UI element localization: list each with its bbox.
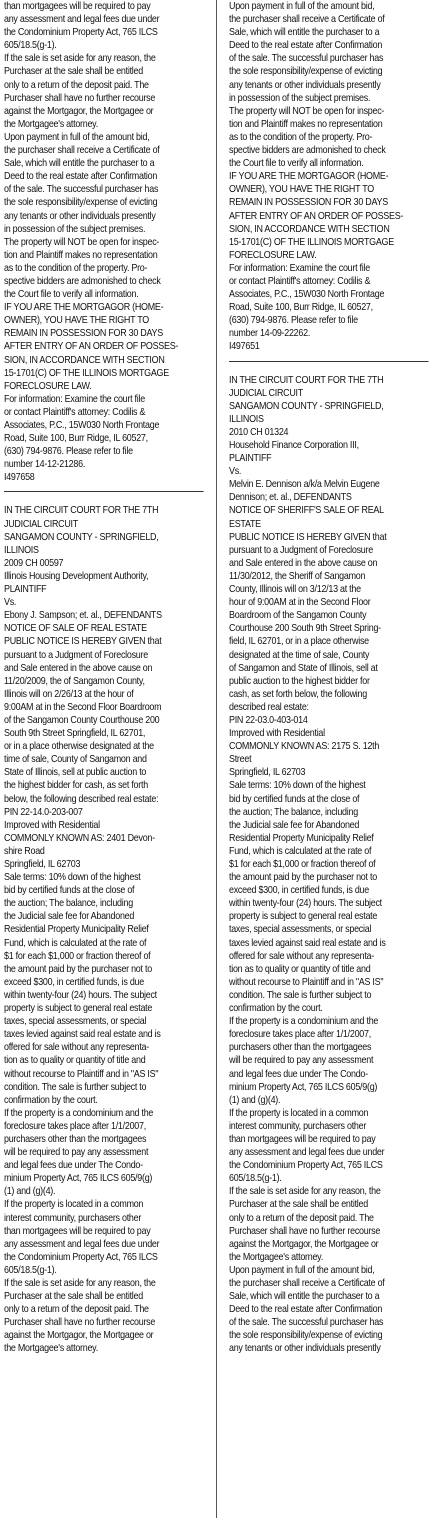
defendants: Ebony J. Sampson; et. al., DEFENDANTS bbox=[4, 610, 162, 622]
notice-paragraph: For information: Examine the court file or contact Plaintiff's attorney: Codilis & Associates, P.C., 15W030 North Frontage Road, Suite 100, Burr Ridge, IL 60527, (630) 794-9876. Please refer to file number 14-12-21286. bbox=[4, 393, 160, 471]
notice-id: I497651 bbox=[229, 341, 260, 353]
notice-title: NOTICE OF SHERIFF'S SALE OF REAL ESTATE bbox=[229, 505, 384, 530]
notice-divider bbox=[229, 361, 429, 362]
property-city: Springfield, IL 62703 bbox=[229, 767, 306, 779]
notice-paragraph: IF YOU ARE THE MORTGAGOR (HOME- OWNER), YOU HAVE THE RIGHT TO REMAIN IN POSSESSION FOR 30 DAYS AFTER ENTRY OF AN ORDER OF POSSES- SION, IN ACCORDANCE WITH SECTION 15-1701(C) OF THE ILLINOIS MORTGAGE FORECLOSURE LAW. bbox=[4, 302, 179, 392]
left-column bbox=[4, 0, 210, 1518]
notice-paragraph: Upon payment in full of the amount bid, the purchaser shall receive a Certificate of Sale, which will entitle the purchaser to a Deed to the real estate after Confirmation of the sale. The successful purchaser has the sole responsibility/expense of evicting any tenants or other individuals presently in possession of the subject premises. bbox=[4, 131, 160, 235]
notice-paragraph: If the property is a condominium and the foreclosure takes place after 1/1/2007, purchasers other than the mortgagees will be required to pay any assessment and legal fees due under The Condo- minium Property Act, 765 ILCS 605/9(g) (1) and (g)(4). bbox=[4, 1107, 154, 1198]
property-city: Springfield, IL 62703 bbox=[4, 859, 81, 870]
notice-continued-left bbox=[4, 0, 210, 484]
county-heading: SANGAMON COUNTY - SPRINGFIELD, ILLINOIS bbox=[4, 531, 159, 556]
notice-paragraph: If the sale is set aside for any reason, the Purchaser at the sale shall be entitled only to a return of the deposit paid. The Purchaser shall have no further recourse against the Mortgagor, the Mortgagee or the Mortgagee's attorney. bbox=[229, 1186, 381, 1263]
notice-paragraph: If the property is located in a common interest community, purchasers other than mortgagees will be required to pay any assessment and legal fees due under the Condominium Property Act, 765 ILCS 605/18.5(g-1). bbox=[229, 1107, 385, 1185]
notice-dennison bbox=[229, 374, 433, 1356]
notice-paragraph: Sale terms: 10% down of the highest bid by certified funds at the close of the auction; The balance, including the Judicial sale fee for Abandoned Residential Property Municipality Relief Fund, which is calculated at the rate of $1 for each $1,000 or fraction thereof of the amount paid by the purchaser not to exceed $300, in certified funds, is due within twenty-four (24) hours. The subject property is subject to general real estate taxes, special assessments, or special taxes levied against said real estate and is offered for sale without any representa- tion as to quality or quantity of title and without recourse to Plaintiff and in "AS IS" condition. The sale is further subject to confirmation by the court. bbox=[229, 780, 386, 1015]
improvement: Improved with Residential bbox=[229, 728, 325, 740]
column-divider bbox=[216, 0, 217, 1518]
notice-paragraph: If the property is a condominium and the foreclosure takes place after 1/1/2007, purchasers other than the mortgagees will be required to pay any assessment and legal fees due under The Condo- minium Property Act, 765 ILCS 605/9(g) (1) and (g)(4). bbox=[229, 1016, 379, 1106]
case-number: 2010 CH 01324 bbox=[229, 426, 289, 438]
notice-sampson bbox=[4, 504, 210, 1355]
county-heading: SANGAMON COUNTY - SPRINGFIELD, ILLINOIS bbox=[229, 400, 384, 425]
court-heading: IN THE CIRCUIT COURT FOR THE 7TH JUDICIAL CIRCUIT bbox=[229, 374, 384, 399]
pin: PIN 22-03.0-403-014 bbox=[229, 714, 308, 726]
notice-paragraph: Upon payment in full of the amount bid, the purchaser shall receive a Certificate of Sale, which will entitle the purchaser to a Deed to the real estate after Confirmation of the sale. The successful purchaser has the sole responsibility/expense of evicting any tenants or other individuals presently in possession of the subject premises. bbox=[229, 1, 385, 104]
notice-id: I497658 bbox=[4, 472, 35, 484]
versus: Vs. bbox=[229, 466, 242, 478]
versus: Vs. bbox=[4, 597, 17, 609]
notice-paragraph: PUBLIC NOTICE IS HEREBY GIVEN that pursuant to a Judgment of Foreclosure and Sale entered in the above cause on 11/30/2012, the Sheriff of Sangamon County, Illinois will on 3/12/13 at the hour of 9:00AM at in the Second Floor Boardroom of the Sangamon County Courthouse 200 South 9th Street Spring- field, IL 62701, or in a place otherwise designated at the time of sale, County of Sangamon and State of Illinois, sell at public auction to the highest bidder for cash, as set forth below, the following described real estate: bbox=[229, 531, 387, 713]
improvement: Improved with Residential bbox=[4, 819, 100, 831]
notice-paragraph: The property will NOT be open for inspec- tion and Plaintiff makes no representation as to the condition of the property. Pro- spective bidders are admonished to check the Court file to verify all information. bbox=[229, 105, 386, 170]
notice-paragraph: If the sale is set aside for any reason, the Purchaser at the sale shall be entitled only to a return of the deposit paid. The Purchaser shall have no further recourse against the Mortgagor, the Mortgagee or the Mortgagee's attorney. bbox=[4, 53, 156, 130]
notice-continued-right bbox=[229, 0, 433, 354]
court-heading: IN THE CIRCUIT COURT FOR THE 7TH JUDICIAL CIRCUIT bbox=[4, 505, 159, 530]
case-number: 2009 CH 00597 bbox=[4, 557, 64, 569]
notice-divider bbox=[4, 491, 204, 492]
notice-paragraph: IF YOU ARE THE MORTGAGOR (HOME- OWNER), YOU HAVE THE RIGHT TO REMAIN IN POSSESSION FOR 30 DAYS AFTER ENTRY OF AN ORDER OF POSSES- SION, IN ACCORDANCE WITH SECTION 15-1701(C) OF THE ILLINOIS MORTGAGE FORECLOSURE LAW. bbox=[229, 171, 404, 261]
property-address: COMMONLY KNOWN AS: 2401 Devon- shire Road bbox=[4, 832, 155, 857]
notice-paragraph: If the property is located in a common interest community, purchasers other than mortgagees will be required to pay any assessment and legal fees due under the Condominium Property Act, 765 ILCS 605/18.5(g-1). bbox=[4, 1199, 160, 1276]
notice-paragraph: Sale terms: 10% down of the highest bid by certified funds at the close of the auction; The balance, including the Judicial sale fee for Abandoned Residential Property Municipality Relief Fund, which is calculated at the rate of $1 for each $1,000 or fraction thereof of the amount paid by the purchaser not to exceed $300, in certified funds, is due within twenty-four (24) hours. The subject property is subject to general real estate taxes, special assessments, or special taxes levied against said real estate and is offered for sale without any representa- tion as to quality or quantity of title and without recourse to Plaintiff and in "AS IS" condition. The sale is further subject to confirmation by the court. bbox=[4, 872, 161, 1106]
notice-title: NOTICE OF SALE OF REAL ESTATE bbox=[4, 623, 147, 635]
notice-paragraph: For information: Examine the court file or contact Plaintiff's attorney: Codilis & Associates, P.C., 15W030 North Frontage Road, Suite 100, Burr Ridge, IL 60527, (630) 794-9876. Please refer to file number 14-09-22262. bbox=[229, 262, 385, 340]
plaintiff: Illinois Housing Development Authority, PLAINTIFF bbox=[4, 570, 149, 596]
pin: PIN 22-14.0-203-007 bbox=[4, 806, 83, 818]
notice-paragraph: PUBLIC NOTICE IS HEREBY GIVEN that pursuant to a Judgment of Foreclosure and Sale entered in the above cause on 11/20/2009, the of Sangamon County, Illinois will on 2/26/13 at the hour of 9:00AM at in the Second Floor Boardroom of the Sangamon County Courthouse 200 South 9th Street Springfield, IL 62701, or in a place otherwise designated at the time of sale, County of Sangamon and State of Illinois, sell at public auction to the highest bidder for cash, as set forth below, the following described real estate: bbox=[4, 636, 162, 805]
notice-paragraph: Upon payment in full of the amount bid, the purchaser shall receive a Certificate of Sale, which will entitle the purchaser to a Deed to the real estate after Confirmation of the sale. The successful purchaser has the sole responsibility/expense of evicting any tenants or other individuals presently bbox=[229, 1264, 385, 1355]
property-address: COMMONLY KNOWN AS: 2175 S. 12th Street bbox=[229, 741, 380, 766]
right-column bbox=[229, 0, 433, 1518]
notice-paragraph: than mortgagees will be required to pay any assessment and legal fees due under the Condominium Property Act, 765 ILCS 605/18.5(g-1). bbox=[4, 1, 160, 52]
plaintiff: Household Finance Corporation III, PLAINTIFF bbox=[229, 440, 359, 465]
notice-paragraph: If the sale is set aside for any reason, the Purchaser at the sale shall be entitled only to a return of the deposit paid. The Purchaser shall have no further recourse against the Mortgagor, the Mortgagee or the Mortgagee's attorney. bbox=[4, 1278, 156, 1355]
defendants: Melvin E. Dennison a/k/a Melvin Eugene Dennison; et. al., DEFENDANTS bbox=[229, 479, 380, 504]
notice-paragraph: The property will NOT be open for inspec- tion and Plaintiff makes no representation as to the condition of the property. Pro- spective bidders are admonished to check the Court file to verify all information. bbox=[4, 236, 161, 301]
